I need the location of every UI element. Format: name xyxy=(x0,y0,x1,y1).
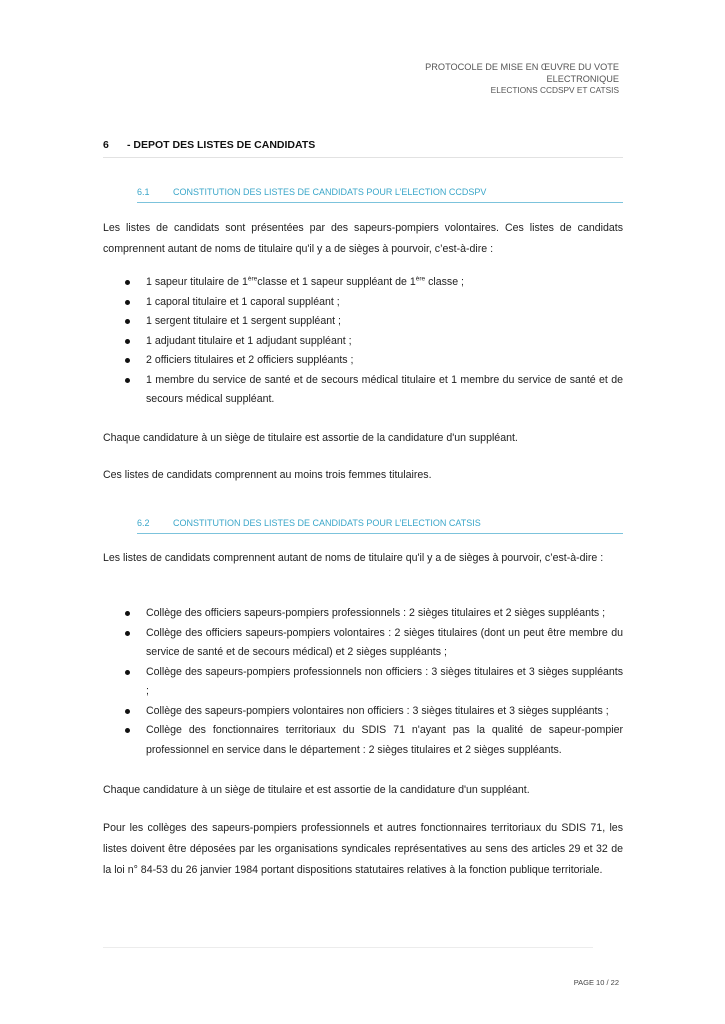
subsection-divider xyxy=(137,533,623,534)
header-line-2: ELECTRONIQUE xyxy=(546,73,619,84)
section-title: - DEPOT DES LISTES DE CANDIDATS xyxy=(127,139,316,151)
subsection-title: CONSTITUTION DES LISTES DE CANDIDATS POUR L’ELECTION CCDSPV xyxy=(173,187,487,197)
bullet-icon xyxy=(125,709,130,714)
section-divider xyxy=(103,157,623,158)
section-number: 6 xyxy=(103,139,109,151)
subsection-divider xyxy=(137,202,623,203)
list-item: Collège des officiers sapeurs-pompiers professionnels : 2 sièges titulaires et 2 sièges suppléants ; xyxy=(103,604,623,624)
paragraph: Chaque candidature à un siège de titulaire est assortie de la candidature d'un suppléant. xyxy=(103,432,518,444)
bullet-icon xyxy=(125,319,130,324)
bullet-icon xyxy=(125,339,130,344)
bullet-icon xyxy=(125,280,130,285)
list-item: 1 membre du service de santé et de secours médical titulaire et 1 membre du service de santé et de secours médical suppléant. xyxy=(103,371,623,410)
paragraph: Pour les collèges des sapeurs-pompiers professionnels et autres fonctionnaires territoriaux du SDIS 71, les listes doivent être déposées par les organisations syndicales représentatives au sens des articles 29 et 32 de la loi n° 84-53 du 26 janvier 1984 portant dispositions statutaires relatives à la fonction publique territoriale. xyxy=(103,822,623,876)
bullet-icon xyxy=(125,378,130,383)
list-item: 1 adjudant titulaire et 1 adjudant suppléant ; xyxy=(103,332,623,352)
catsis-college-list xyxy=(103,604,623,760)
subsection-heading-6-1 xyxy=(137,187,623,197)
page-number: PAGE 10 / 22 xyxy=(573,978,619,987)
list-item: 2 officiers titulaires et 2 officiers suppléants ; xyxy=(103,351,623,371)
section-heading xyxy=(103,139,623,151)
list-item: Collège des sapeurs-pompiers volontaires non officiers : 3 sièges titulaires et 3 sièges suppléants ; xyxy=(103,702,623,722)
page-header xyxy=(289,62,619,97)
paragraph: Ces listes de candidats comprennent au moins trois femmes titulaires. xyxy=(103,469,432,481)
subsection-heading-6-2 xyxy=(137,518,623,528)
subsection-number: 6.1 xyxy=(137,187,150,197)
list-item: Collège des officiers sapeurs-pompiers volontaires : 2 sièges titulaires (dont un peut être membre du service de santé et de secours médical) et 2 sièges suppléants ; xyxy=(103,624,623,663)
paragraph: Les listes de candidats sont présentées par des sapeurs-pompiers volontaires. Ces listes de candidats comprennent autant de noms de titulaire qu'il y a de sièges à pourvoir, c’est-à-dire : xyxy=(103,222,623,255)
list-item: 1 sergent titulaire et 1 sergent suppléant ; xyxy=(103,312,623,332)
list-item: Collège des fonctionnaires territoriaux du SDIS 71 n'ayant pas la qualité de sapeur-pompier professionnel en service dans le département : 2 sièges titulaires et 2 sièges suppléants. xyxy=(103,721,623,760)
ccdspv-seat-list xyxy=(103,273,623,410)
header-line-3: ELECTIONS CCDSPV ET CATSIS xyxy=(490,85,619,95)
bullet-icon xyxy=(125,611,130,616)
bullet-icon xyxy=(125,728,130,733)
bullet-icon xyxy=(125,670,130,675)
subsection-title: CONSTITUTION DES LISTES DE CANDIDATS POUR L’ELECTION CATSIS xyxy=(173,518,481,528)
list-item: Collège des sapeurs-pompiers professionnels non officiers : 3 sièges titulaires et 3 sièges suppléants ; xyxy=(103,663,623,702)
bullet-icon xyxy=(125,631,130,636)
list-item: 1 sapeur titulaire de 1èreclasse et 1 sapeur suppléant de 1ère classe ; xyxy=(103,273,623,293)
subsection-number: 6.2 xyxy=(137,518,150,528)
paragraph: Chaque candidature à un siège de titulaire et est assortie de la candidature d'un suppléant. xyxy=(103,784,530,796)
paragraph: Les listes de candidats comprennent autant de noms de titulaire qu'il y a de sièges à pourvoir, c’est-à-dire : xyxy=(103,552,604,564)
bullet-icon xyxy=(125,300,130,305)
footer-divider xyxy=(103,947,593,948)
bullet-icon xyxy=(125,358,130,363)
header-line-1: PROTOCOLE DE MISE EN ŒUVRE DU VOTE xyxy=(425,62,619,72)
list-item: 1 caporal titulaire et 1 caporal suppléant ; xyxy=(103,293,623,313)
